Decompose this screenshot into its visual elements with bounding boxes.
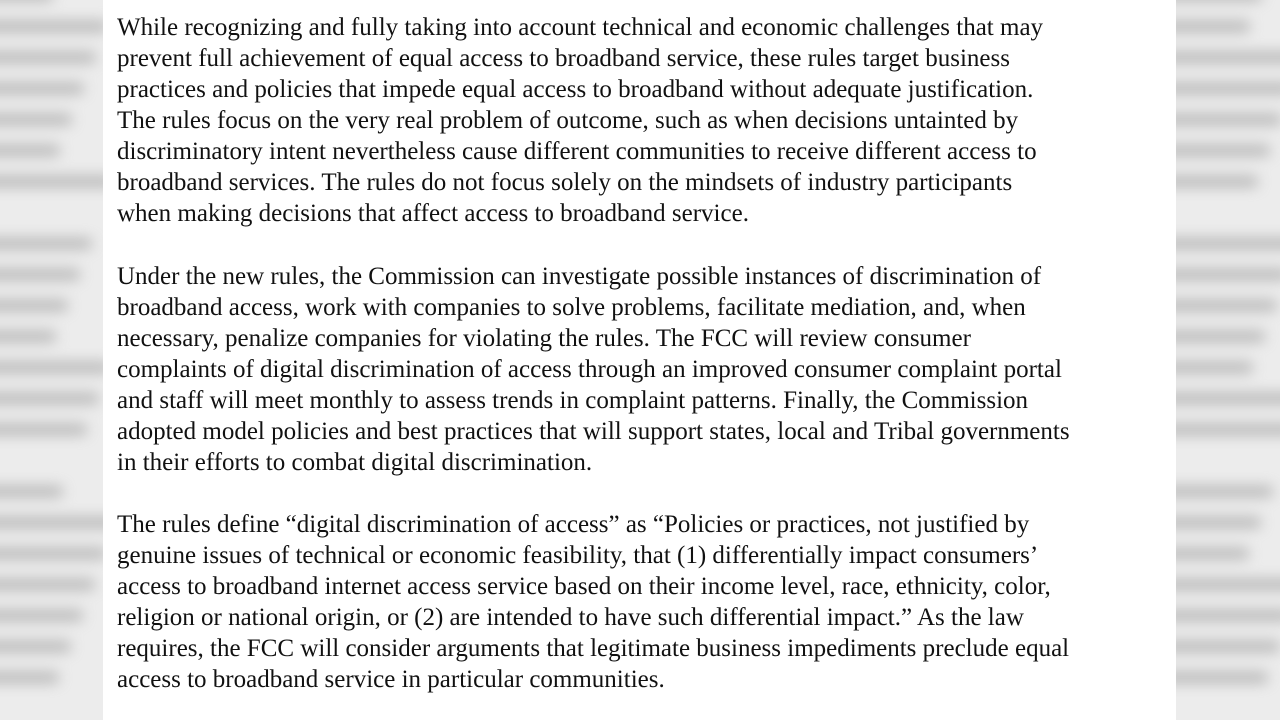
paragraph-line: prevent full achievement of equal access to broadband service, these rules target business [117, 45, 1010, 72]
paragraph-line: in their efforts to combat digital discrimination. [117, 449, 593, 476]
blurred-line [0, 393, 99, 404]
blurred-line [0, 0, 53, 1]
blurred-line [1160, 114, 1280, 125]
blurred-line [1160, 486, 1273, 497]
blurred-line [0, 641, 71, 652]
blurred-line [0, 362, 111, 373]
paragraph-line: requires, the FCC will consider arguments that legitimate business impediments preclude equal [117, 635, 1070, 662]
paragraph-intro [117, 12, 1169, 229]
blurred-line [1160, 52, 1280, 63]
blurred-line [1160, 300, 1277, 311]
blurred-line [0, 331, 56, 342]
blurred-line [1160, 393, 1280, 404]
paragraph-line: and staff will meet monthly to assess trends in complaint patterns. Finally, the Commission [117, 387, 1029, 414]
paragraph-line: necessary, penalize companies for violating the rules. The FCC will review consumer [117, 325, 971, 352]
paragraph-line: practices and policies that impede equal access to broadband without adequate justification. [117, 76, 1034, 103]
paragraph-line: While recognizing and fully taking into account technical and economic challenges that may [117, 14, 1044, 41]
blurred-line [0, 548, 107, 559]
blurred-line [0, 300, 68, 311]
paragraph-definition [117, 509, 1169, 695]
blurred-line [1160, 610, 1280, 621]
paragraph-line: discriminatory intent nevertheless cause different communities to receive different access to [117, 138, 1037, 165]
blurred-line [0, 517, 119, 528]
paragraph-new-rules [117, 261, 1169, 478]
blurred-line [1160, 672, 1268, 683]
paragraph-line: broadband access, work with companies to solve problems, facilitate mediation, and, when [117, 294, 1026, 321]
blurred-line [0, 424, 87, 435]
paragraph-line: religion or national origin, or (2) are intended to have such differential impact.” As the law [117, 604, 1024, 631]
blurred-line [0, 486, 63, 497]
paragraph-line: complaints of digital discrimination of access through an improved consumer complaint portal [117, 356, 1062, 383]
blurred-line [0, 21, 108, 32]
paragraph-line: broadband services. The rules do not focus solely on the mindsets of industry participants [117, 169, 1013, 196]
blurred-line [1160, 238, 1280, 249]
blurred-line [1160, 83, 1280, 94]
blurred-line [0, 672, 59, 683]
paragraph-line: when making decisions that affect access to broadband service. [117, 200, 749, 227]
blurred-line [1160, 424, 1280, 435]
blurred-line [1160, 269, 1280, 280]
blurred-line [0, 83, 84, 94]
paragraph-line: access to broadband internet access service based on their income level, race, ethnicity, color, [117, 573, 1051, 600]
blurred-line [0, 579, 95, 590]
blurred-line [0, 114, 72, 125]
blurred-line [0, 610, 83, 621]
blurred-line [1160, 641, 1280, 652]
blurred-line [1160, 145, 1270, 156]
blurred-line [0, 176, 116, 187]
paragraph-line: access to broadband service in particular communities. [117, 666, 665, 693]
blurred-line [1160, 579, 1280, 590]
blurred-text-left [0, 0, 120, 720]
blurred-line [0, 145, 60, 156]
paragraph-line: Under the new rules, the Commission can investigate possible instances of discrimination of [117, 263, 1042, 290]
paragraph-line: The rules define “digital discrimination of access” as “Policies or practices, not justified by [117, 511, 1030, 538]
blurred-text-right [1160, 0, 1280, 720]
blurred-line [0, 269, 80, 280]
blurred-line [0, 52, 96, 63]
paragraph-line: The rules focus on the very real problem of outcome, such as when decisions untainted by [117, 107, 1019, 134]
document-page [103, 0, 1176, 720]
paragraph-line: genuine issues of technical or economic feasibility, that (1) differentially impact consumers’ [117, 542, 1039, 569]
paragraph-line: adopted model policies and best practices that will support states, local and Tribal governments [117, 418, 1070, 445]
blurred-line [0, 238, 92, 249]
